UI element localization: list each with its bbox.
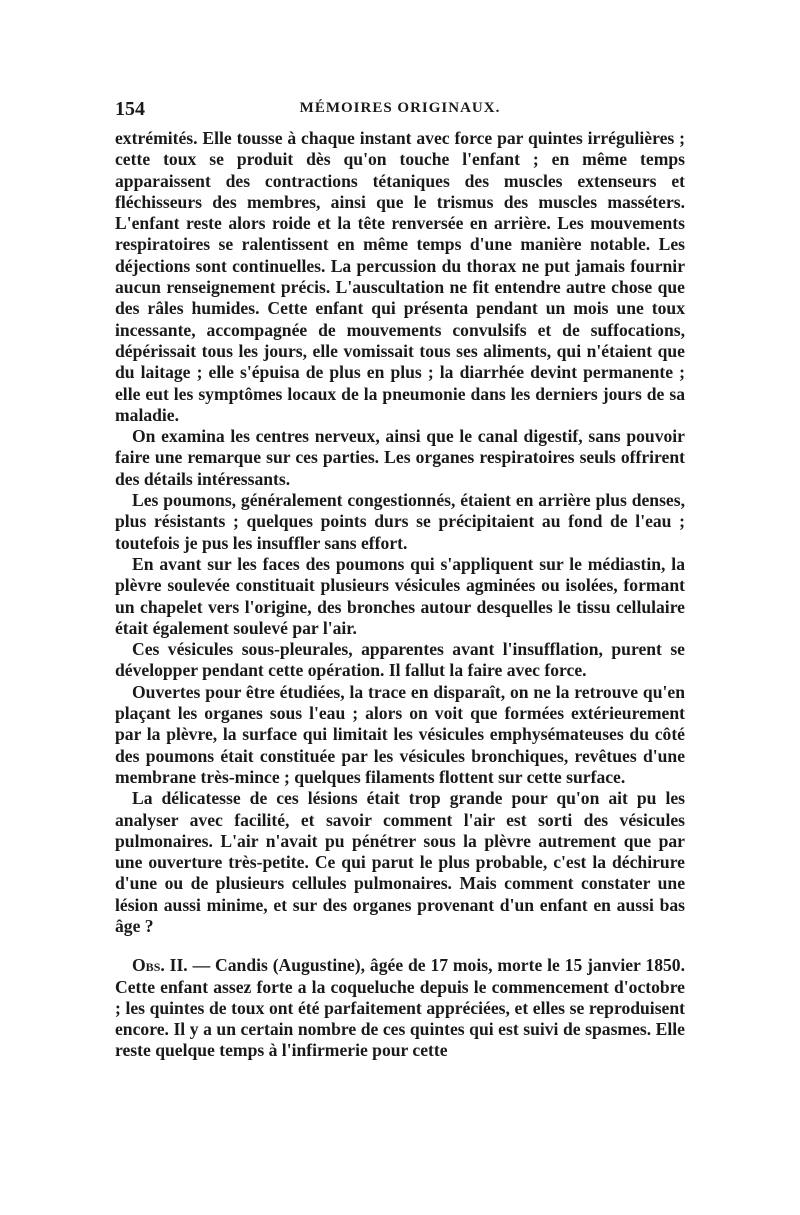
paragraph-3: Les poumons, généralement congestionnés, étaient en arrière plus denses, plus résistants ; quelques points durs se précipitaient au fond de l'eau ; toutefois je pus les insuffler sans effort. <box>115 490 685 553</box>
paragraph-6: Ouvertes pour être étudiées, la trace en disparaît, on ne la retrouve qu'en plaçant les organes sous l'eau ; alors on voit que formées extérieurement par la plèvre, la surface qui limitait les vésicules emphysémateuses du côté des poumons était constituée par les vésicules bronchiques, revêtues d'une membrane très-mince ; quelques filaments flottent sur cette surface. <box>115 681 685 787</box>
running-head: MÉMOIRES ORIGINAUX. <box>299 100 501 116</box>
page-number: 154 <box>115 98 145 120</box>
observation-paragraph <box>115 955 685 1061</box>
body-text <box>115 128 685 1062</box>
paragraph-1: extrémités. Elle tousse à chaque instant avec force par quintes irrégulières ; cette toux se produit dès qu'on touche l'enfant ; en même temps apparaissent des contractions tétaniques des muscles extenseurs et fléchisseurs des membres, ainsi que le trismus des muscles masséters. L'enfant reste alors roide et la tête renversée en arrière. Les mouvements respiratoires se ralentissent en même temps d'une manière notable. Les déjections sont continuelles. La percussion du thorax ne put jamais fournir aucun renseignement précis. L'auscultation ne fit entendre autre chose que des râles humides. Cette enfant qui présenta pendant un mois une toux incessante, accompagnée de mouvements convulsifs et de suffocations, dépérissait tous les jours, elle vomissait tous ses aliments, qui n'étaient que du laitage ; elle s'épuisa de plus en plus ; la diarrhée devint permanente ; elle eut les symptômes locaux de la pneumonie dans les derniers jours de sa maladie. <box>115 128 685 425</box>
paragraph-7: La délicatesse de ces lésions était trop grande pour qu'on ait pu les analyser avec facilité, et savoir comment l'air est sorti des vésicules pulmonaires. L'air n'avait pu pénétrer sous la plèvre autrement que par une ouverture très-petite. Ce qui parut le plus probable, c'est la déchirure d'une ou de plusieurs cellules pulmonaires. Mais comment constater une lésion aussi minime, et sur des organes provenant d'un enfant en aussi bas âge ? <box>115 788 685 936</box>
document-page <box>115 98 685 1062</box>
observation-text: — Candis (Augustine), âgée de 17 mois, morte le 15 janvier 1850. Cette enfant assez forte a la coqueluche depuis le commencement d'octobre ; les quintes de toux ont été parfaitement appréciées, et elles se reproduisent encore. Il y a un certain nombre de ces quintes qui est suivi de spasmes. Elle reste quelque temps à l'infirmerie pour cette <box>115 955 685 1061</box>
observation-label: Obs. II. <box>132 955 188 976</box>
section-gap <box>115 937 685 955</box>
page-header <box>115 98 685 124</box>
paragraph-5: Ces vésicules sous-pleurales, apparentes avant l'insufflation, purent se développer pendant cette opération. Il fallut la faire avec force. <box>115 639 685 681</box>
paragraph-2: On examina les centres nerveux, ainsi que le canal digestif, sans pouvoir faire une remarque sur ces parties. Les organes respiratoires seuls offrirent des détails intéressants. <box>115 426 685 489</box>
paragraph-4: En avant sur les faces des poumons qui s'appliquent sur le médiastin, la plèvre soulevée constituait plusieurs vésicules agminées ou isolées, formant un chapelet vers l'origine, des bronches autour desquelles le tissu cellulaire était également soulevé par l'air. <box>115 553 685 638</box>
